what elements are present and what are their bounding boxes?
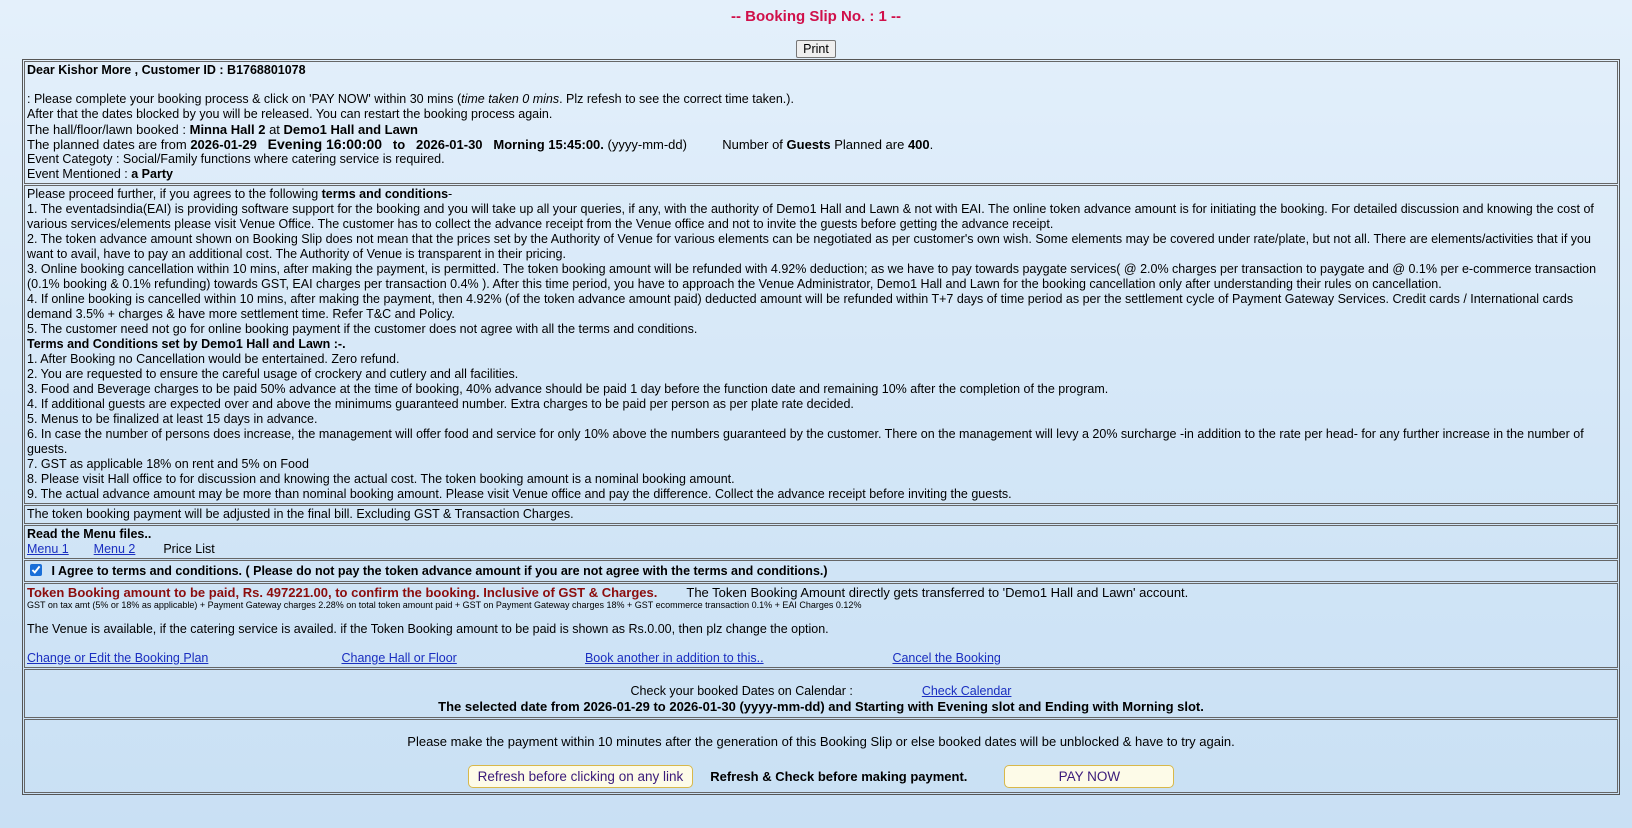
venue-term: 2. You are requested to ensure the careful usage of crockery and cutlery and all facilities. bbox=[27, 367, 519, 381]
agree-section bbox=[24, 560, 1618, 582]
date-to: 2026-01-30 bbox=[416, 137, 483, 152]
time-notice: : Please complete your booking process & click on 'PAY NOW' within 30 mins (time taken 0 mins. Plz refesh to see the correct time taken.). bbox=[27, 92, 794, 106]
terms-intro: Please proceed further, if you agrees to the following terms and conditions- bbox=[27, 187, 453, 201]
menu-heading: Read the Menu files.. bbox=[27, 527, 152, 541]
time-taken: time taken 0 mins bbox=[461, 92, 560, 106]
agree-label: I Agree to terms and conditions. ( Please do not pay the token advance amount if you are not agree with the terms and conditions.) bbox=[51, 564, 828, 578]
venue-term: 6. In case the number of persons does increase, the management will offer food and service for only 10% above the numbers guaranteed by the customer. There on the management will levy a 20% surcharge -in addition to the rate per head- for any further increase in the number of guests. bbox=[27, 427, 1584, 456]
agree-checkbox[interactable] bbox=[30, 564, 42, 576]
hall-name: Minna Hall 2 bbox=[189, 122, 266, 137]
payment-section bbox=[24, 583, 1618, 668]
payment-warning: Please make the payment within 10 minutes after the generation of this Booking Slip or else booked dates will be unblocked & have to try again. bbox=[407, 734, 1235, 749]
book-another-link[interactable]: Book another in addition to this.. bbox=[584, 651, 764, 665]
slot-from: Evening 16:00:00 bbox=[267, 136, 383, 152]
customer-section bbox=[24, 61, 1618, 184]
venue-term: 3. Food and Beverage charges to be paid 50% advance at the time of booking, 40% advance should be paid 1 day before the function date and remaining 10% after the completion of the program. bbox=[27, 382, 1109, 396]
date-from: 2026-01-29 bbox=[190, 137, 257, 152]
calendar-section bbox=[24, 669, 1618, 718]
venue-term: 5. Menus to be finalized at least 15 days in advance. bbox=[27, 412, 318, 426]
venue-term: 8. Please visit Hall office to for discussion and knowing the actual cost. The token booking amount is a nominal booking amount. bbox=[27, 472, 735, 486]
venue-terms-heading: Terms and Conditions set by Demo1 Hall and Lawn :-. bbox=[27, 337, 346, 351]
menu-2-link[interactable]: Menu 2 bbox=[93, 542, 136, 556]
payment-footer bbox=[24, 719, 1618, 793]
booking-slip bbox=[22, 59, 1620, 795]
guests-info: Number of Guests Planned are 400. bbox=[722, 137, 934, 152]
menu-section bbox=[24, 525, 1618, 559]
slot-to: Morning 15:45:00. bbox=[493, 137, 604, 152]
venue-term: 7. GST as applicable 18% on rent and 5% on Food bbox=[27, 457, 309, 471]
menu-1-link[interactable]: Menu 1 bbox=[27, 542, 69, 556]
eai-term: 5. The customer need not go for online booking payment if the customer does not agree with all the terms and conditions. bbox=[27, 322, 698, 336]
eai-term: 1. The eventadsindia(EAI) is providing software support for the booking and you will take up all your queries, if any, with the authority of Demo1 Hall and Lawn & not with EAI. The online token advance amount is for initiating the booking. For detailed discussion and knowing the cost of various services/elements please visit Venue Office. The customer has to collect the advance receipt from the Venue office and not to invite the guests before getting the advance receipt. bbox=[27, 202, 1594, 231]
print-button[interactable]: Print bbox=[796, 40, 836, 58]
release-note: After that the dates blocked by you will be released. You can restart the booking process again. bbox=[27, 107, 553, 121]
refresh-button[interactable]: Refresh before clicking on any link bbox=[468, 765, 694, 788]
hall-booked: The hall/floor/lawn booked : Minna Hall 2 at Demo1 Hall and Lawn bbox=[27, 122, 418, 137]
booking-actions bbox=[27, 651, 1615, 666]
venue-term: 4. If additional guests are expected over and above the minimums guaranteed number. Extra charges to be paid per person as per plate rate decided. bbox=[27, 397, 854, 411]
venue-term: 9. The actual advance amount may be more than nominal booking amount. Please visit Venue office and pay the difference. Collect the advance receipt before inviting the guests. bbox=[27, 487, 1012, 501]
venue-available-note: The Venue is available, if the catering service is availed. if the Token Booking amount to be paid is shown as Rs.0.00, then plz change the option. bbox=[27, 622, 829, 636]
eai-term: 3. Online booking cancellation within 10 mins, after making the payment, is permitted. The token booking amount will be refunded with 4.92% deduction; as we have to pay towards paygate services( @ 2.0% charges per transaction to paygate and @ 0.1% per e-commerce transaction (0.1% booking & 0.1% refunding) towards GST, EAI charges per transaction 0.4% ). After this time period, you have to approach the Venue Administrator, Demo1 Hall and Lawn for the booking cancellation only after understanding their rules on cancellation. bbox=[27, 262, 1597, 291]
eai-term: 2. The token advance amount shown on Booking Slip does not mean that the prices set by the Authority of Venue for various elements can be negotiated as per customer's own wish. Some elements may be covered under rate/plate, but not all. There are elements/activities that if you want to avail, have to pay an additional cost. The Authority of Venue is transparent in their pricing. bbox=[27, 232, 1591, 261]
guest-count: 400 bbox=[907, 137, 930, 152]
adjust-note: The token booking payment will be adjusted in the final bill. Excluding GST & Transaction Charges. bbox=[24, 505, 1618, 524]
check-calendar-link[interactable]: Check Calendar bbox=[921, 684, 1012, 698]
gst-note: GST on tax amt (5% or 18% as applicable) + Payment Gateway charges 2.28% on total token amount paid + GST on Payment Gateway charges 18% + GST ecommerce transaction 0.1% + EAI Charges 0.12% bbox=[27, 600, 862, 610]
event-mentioned: Event Mentioned : a Party bbox=[27, 167, 173, 181]
pay-now-button[interactable]: PAY NOW bbox=[1004, 765, 1174, 788]
change-hall-link[interactable]: Change Hall or Floor bbox=[341, 651, 457, 665]
transfer-note: The Token Booking Amount directly gets transferred to 'Demo1 Hall and Lawn' account. bbox=[686, 585, 1189, 600]
page-title: -- Booking Slip No. : 1 -- bbox=[731, 8, 901, 25]
refresh-note: Refresh & Check before making payment. bbox=[710, 769, 968, 784]
planned-dates: The planned dates are from 2026-01-29 Evening 16:00:00 to 2026-01-30 Morning 15:45:00. (yyyy-mm-dd) Number of Guests Planned are 400. bbox=[27, 136, 934, 152]
customer-greeting: Dear Kishor More , Customer ID : B1768801078 bbox=[27, 63, 306, 77]
terms-section bbox=[24, 185, 1618, 504]
price-list-label: Price List bbox=[163, 542, 215, 556]
calendar-label: Check your booked Dates on Calendar : bbox=[630, 684, 857, 698]
venue-name: Demo1 Hall and Lawn bbox=[283, 122, 418, 137]
event-category: Event Categoty : Social/Family functions where catering service is required. bbox=[27, 152, 445, 166]
cancel-booking-link[interactable]: Cancel the Booking bbox=[892, 651, 1001, 665]
change-plan-link[interactable]: Change or Edit the Booking Plan bbox=[27, 651, 209, 665]
token-amount-text: Token Booking amount to be paid, Rs. 497221.00, to confirm the booking. Inclusive of GST & Charges. bbox=[27, 585, 658, 600]
eai-term: 4. If online booking is cancelled within 10 mins, after making the payment, then 4.92% (of the token advance amount paid) deducted amount will be refunded within T+7 days of time period as per the settlement cycle of Payment Gateway Services. Credit cards / International cards demand 3.5% + charges & have more settlement time. Refer T&C and Policy. bbox=[27, 292, 1574, 321]
venue-term: 1. After Booking no Cancellation would be entertained. Zero refund. bbox=[27, 352, 400, 366]
selected-dates-text: The selected date from 2026-01-29 to 2026-01-30 (yyyy-mm-dd) and Starting with Evening slot and Ending with Morning slot. bbox=[438, 699, 1204, 714]
